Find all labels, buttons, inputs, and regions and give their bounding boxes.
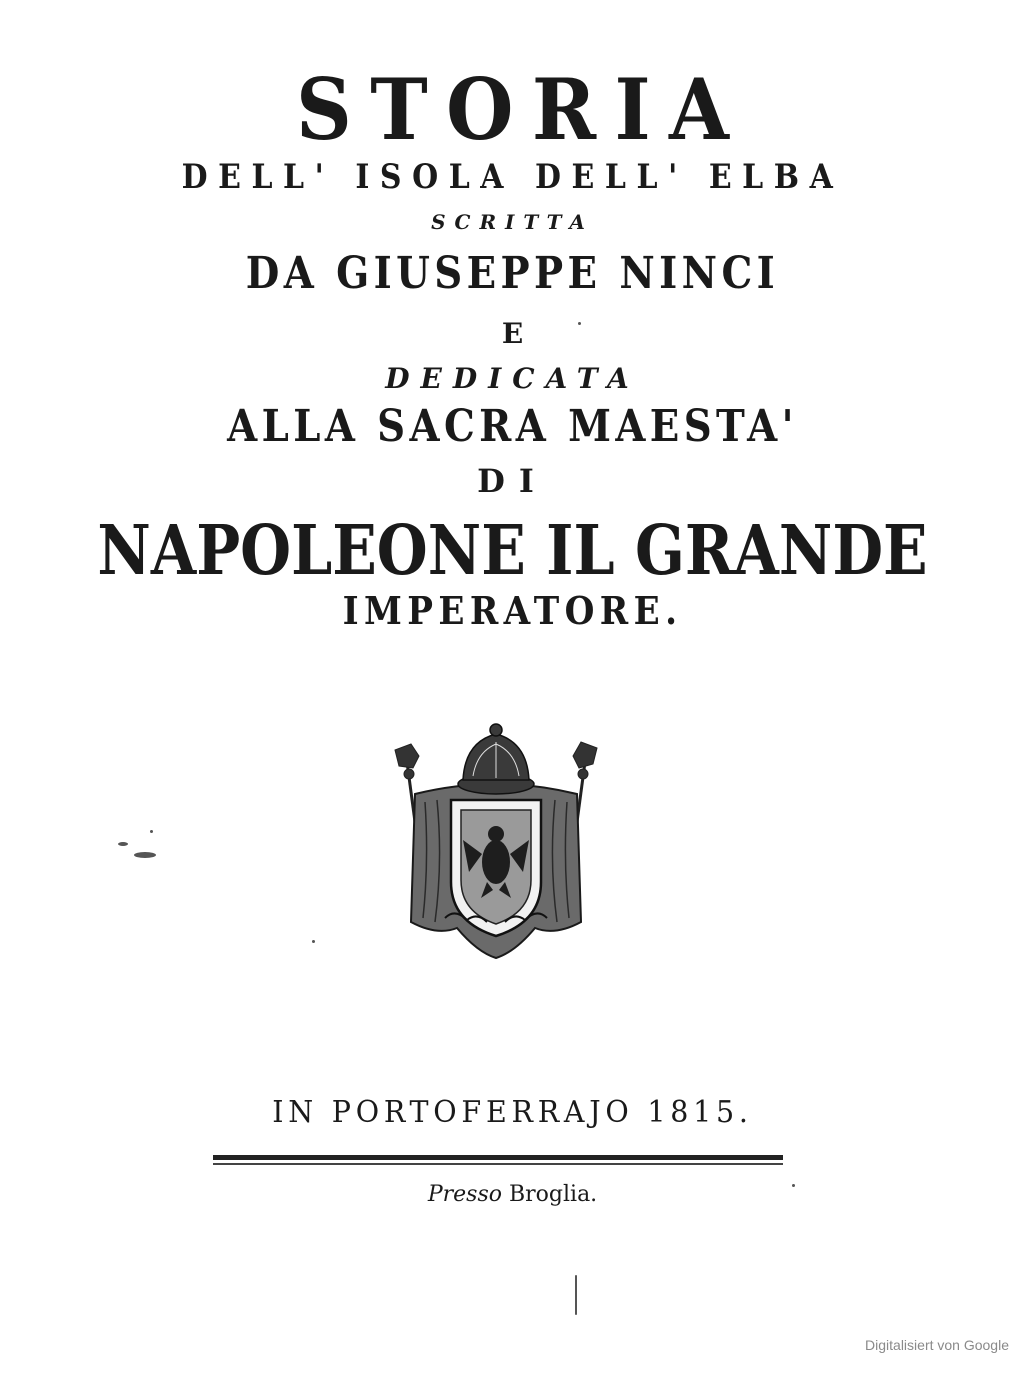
publisher-line	[0, 1184, 1025, 1206]
scritta-label: SCRITTA	[431, 210, 594, 234]
dedication-line: ALLA SACRA MAESTA'	[227, 401, 798, 452]
scan-speck	[150, 830, 153, 833]
preposition-label: DI	[477, 462, 548, 500]
publisher-prefix: Presso	[427, 1182, 502, 1207]
horizontal-rule	[213, 1153, 783, 1167]
scan-speck	[134, 852, 156, 858]
rule-thick-line	[213, 1155, 783, 1160]
dedicata-label: DEDICATA	[385, 362, 640, 395]
publisher-name: Broglia.	[508, 1182, 598, 1207]
scan-speck	[575, 1275, 577, 1315]
imperial-coat-of-arms-icon	[385, 722, 607, 962]
scan-speck	[312, 940, 315, 943]
book-subtitle: DELL' ISOLA DELL' ELBA	[181, 157, 844, 197]
scan-speck	[578, 322, 581, 325]
author-line: DA GIUSEPPE NINCI	[245, 248, 780, 299]
rule-thin-line	[213, 1163, 783, 1165]
emperor-name: NAPOLEONE IL GRANDE	[97, 511, 928, 591]
emperor-rank: IMPERATORE.	[342, 588, 683, 633]
scan-speck	[792, 1184, 795, 1187]
place-and-date: IN PORTOFERRAJO 1815.	[272, 1095, 753, 1130]
scan-speck	[118, 842, 128, 846]
book-title: STORIA	[296, 60, 748, 159]
conjunction-label: E	[501, 317, 524, 350]
digitization-watermark: Digitalisiert von Google	[865, 1337, 1009, 1353]
